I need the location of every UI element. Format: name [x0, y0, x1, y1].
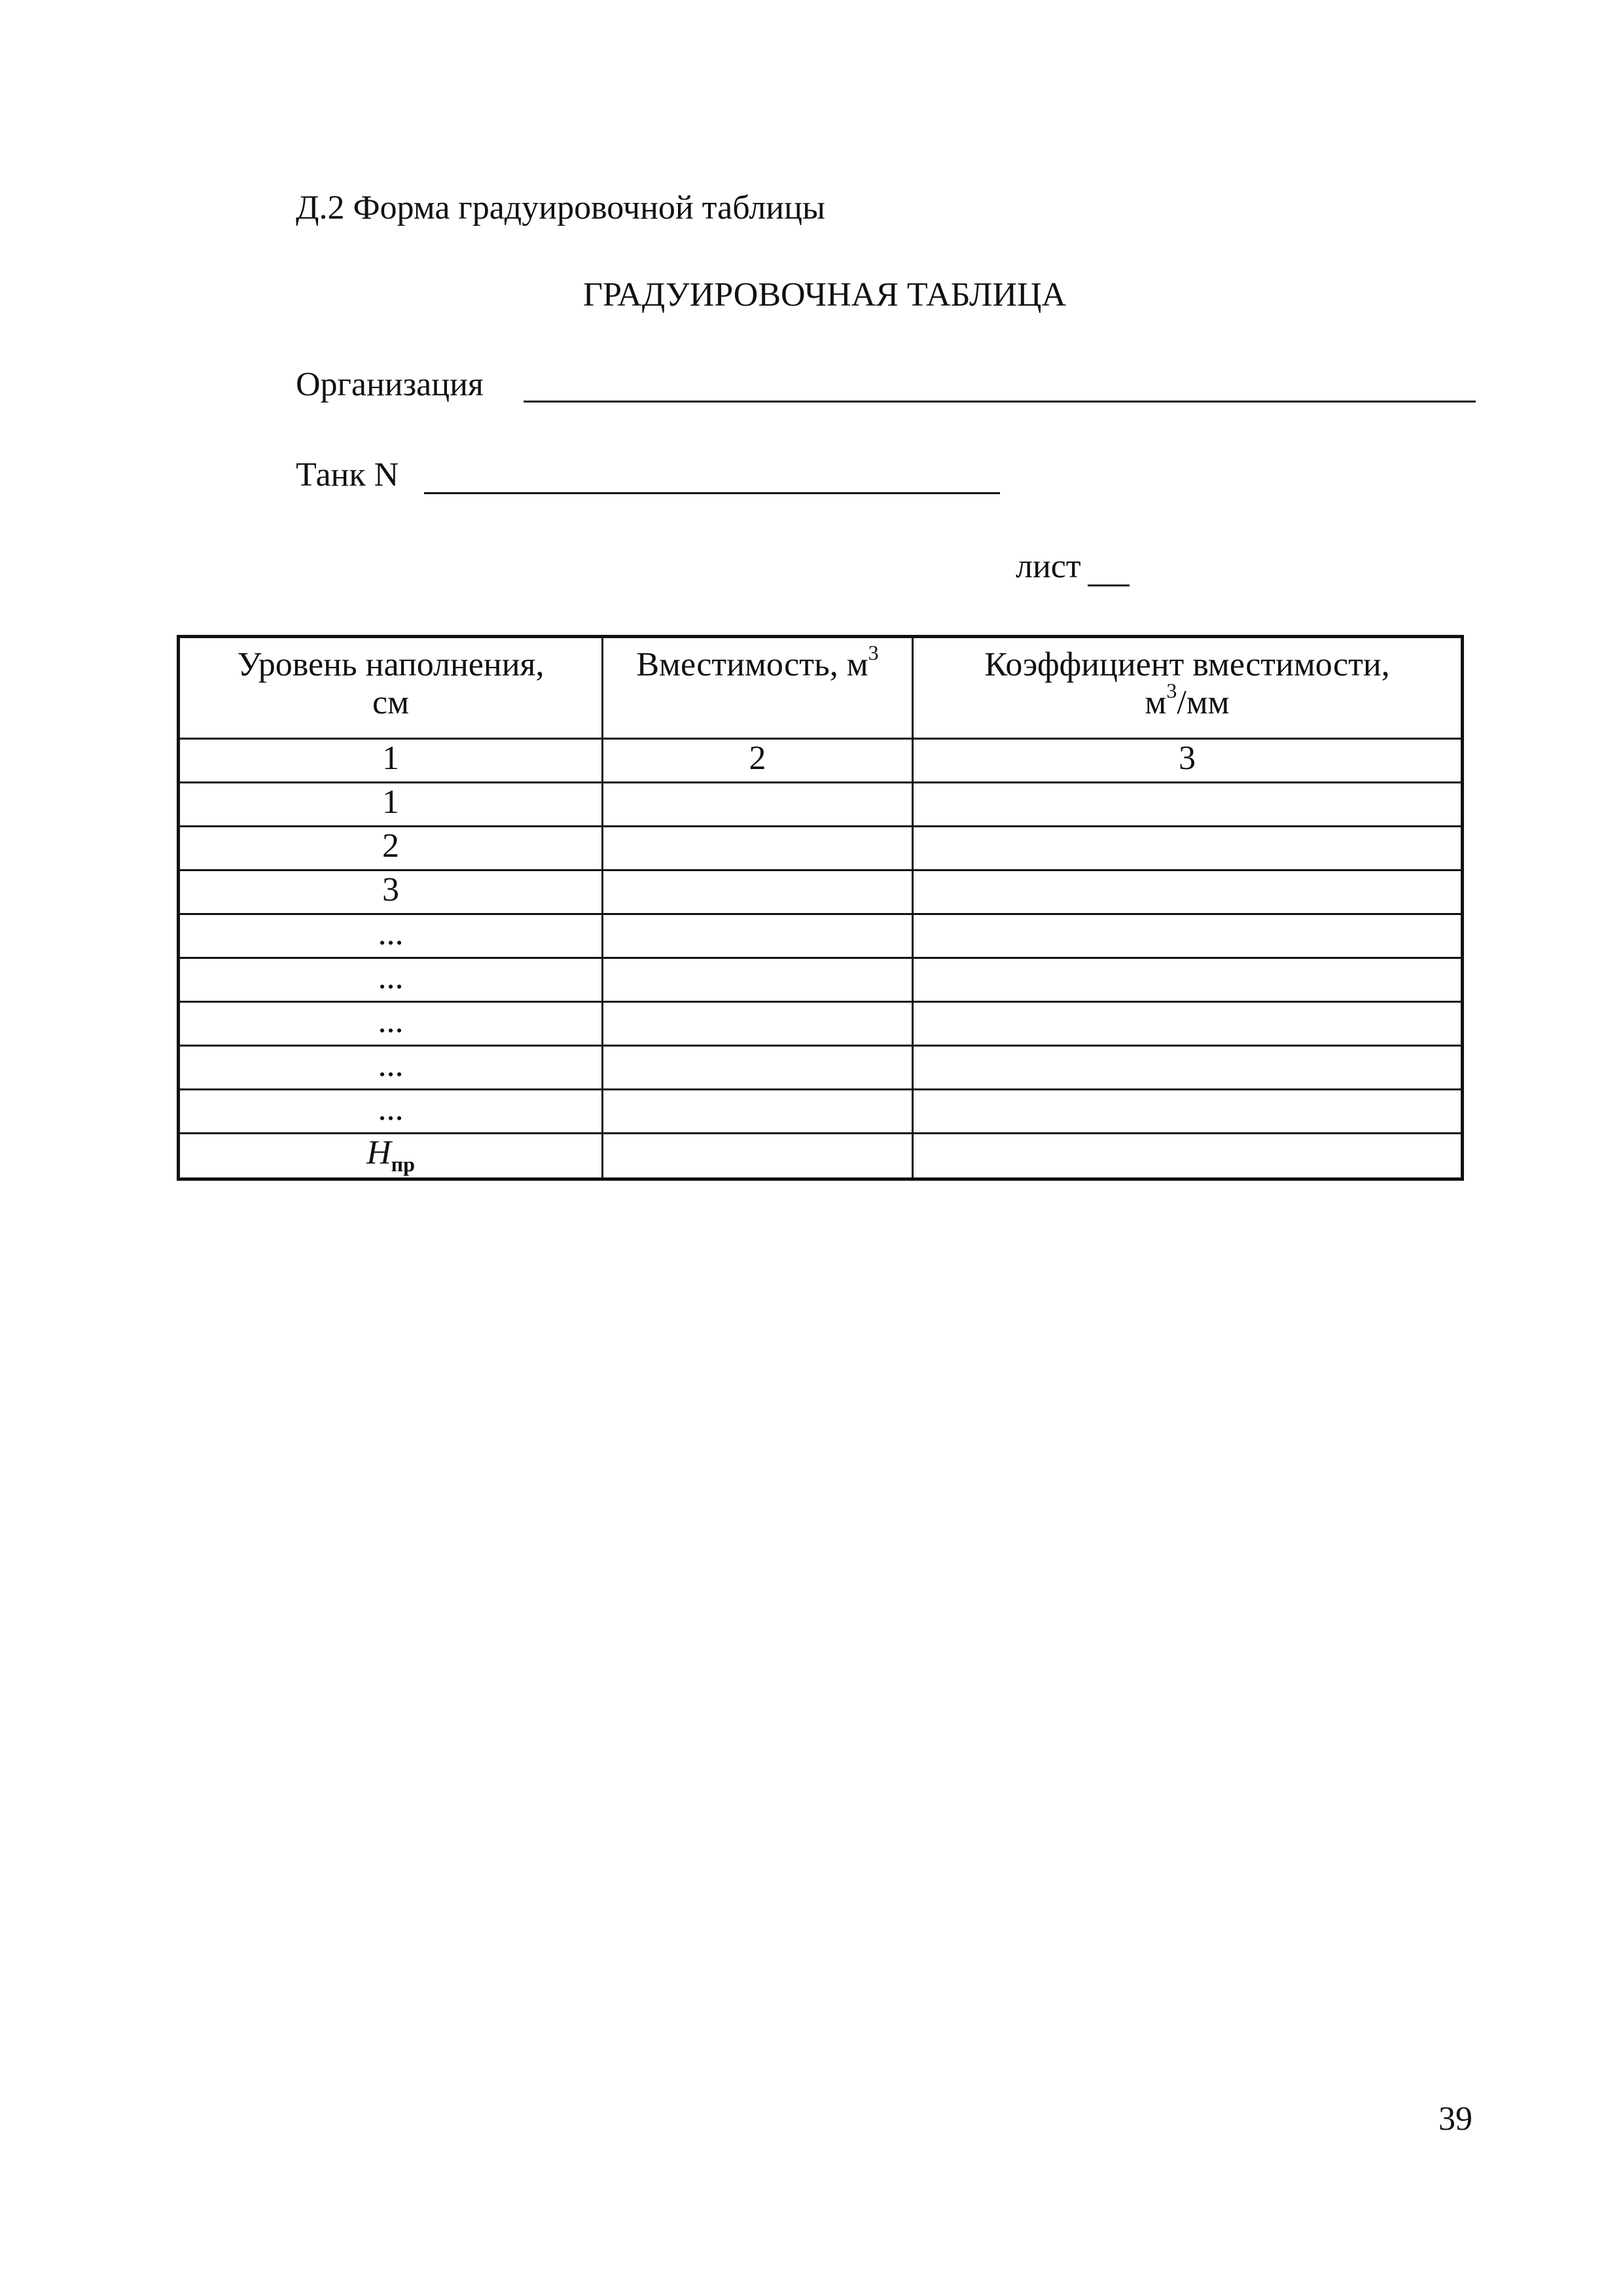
table-cell-level: 3 [179, 870, 603, 914]
table-cell-coefficient [913, 870, 1463, 914]
table-cell-max-level [179, 1134, 603, 1179]
table-cell-capacity [603, 827, 913, 870]
header-capacity-text: Вместимость, м [636, 646, 868, 683]
table-cell-capacity [603, 1090, 913, 1134]
table-cell-coefficient [913, 827, 1463, 870]
table-cell-coefficient [913, 1046, 1463, 1090]
section-title: Д.2 Форма градуировочной таблицы [296, 189, 825, 226]
column-number: 1 [179, 739, 603, 783]
table-cell-level: ... [179, 1002, 603, 1046]
header-fill-level [179, 637, 603, 739]
table-row [179, 870, 1463, 914]
table-cell-coefficient [913, 958, 1463, 1002]
header-coefficient-line1: Коэффициент вместимости, [984, 646, 1390, 683]
sheet-fill-line [1088, 584, 1130, 586]
table-row [179, 1002, 1463, 1046]
table-row [179, 914, 1463, 958]
table-header-row [179, 637, 1463, 739]
table-cell-level: ... [179, 914, 603, 958]
header-coefficient-unit-post: /мм [1177, 684, 1230, 722]
calibration-table [177, 635, 1464, 1181]
tank-fill-line [424, 492, 1000, 494]
header-capacity [603, 637, 913, 739]
table-cell-level: ... [179, 1046, 603, 1090]
max-level-subscript: пр [391, 1152, 415, 1176]
table-cell-capacity [603, 1046, 913, 1090]
table-cell-coefficient [913, 1134, 1463, 1179]
table-cell-capacity [603, 870, 913, 914]
table-cell-level: ... [179, 958, 603, 1002]
document-title: ГРАДУИРОВОЧНАЯ ТАБЛИЦА [582, 276, 1067, 314]
table-row [179, 1090, 1463, 1134]
table-cell-capacity [603, 1002, 913, 1046]
header-fill-level-line1: Уровень наполнения, [237, 646, 544, 683]
table-cell-level: ... [179, 1090, 603, 1134]
table-cell-level: 1 [179, 783, 603, 827]
table-cell-level: 2 [179, 827, 603, 870]
organization-label: Организация [296, 366, 484, 403]
sheet-label: лист [1016, 548, 1081, 585]
organization-fill-line [524, 401, 1476, 403]
table-cell-capacity [603, 783, 913, 827]
header-capacity-sup: 3 [868, 641, 879, 664]
table-cell-capacity [603, 958, 913, 1002]
table-row [179, 827, 1463, 870]
header-coefficient-line2 [914, 679, 1461, 722]
table-row-max-level [179, 1134, 1463, 1179]
table-row [179, 1046, 1463, 1090]
table-cell-capacity [603, 914, 913, 958]
table-row [179, 958, 1463, 1002]
column-number: 3 [913, 739, 1463, 783]
header-coefficient-unit-pre: м [1145, 684, 1167, 722]
max-level-symbol: Н [366, 1134, 391, 1172]
header-capacity-coefficient [913, 637, 1463, 739]
header-coefficient-unit-sup: 3 [1166, 679, 1177, 703]
page-number: 39 [1438, 2100, 1472, 2138]
table-cell-coefficient [913, 1002, 1463, 1046]
table-row [179, 783, 1463, 827]
column-number: 2 [603, 739, 913, 783]
column-number-row [179, 739, 1463, 783]
tank-label: Танк N [296, 456, 399, 493]
header-fill-level-line2: см [372, 684, 409, 722]
table-cell-coefficient [913, 1090, 1463, 1134]
table-cell-coefficient [913, 914, 1463, 958]
table-cell-capacity [603, 1134, 913, 1179]
table-cell-coefficient [913, 783, 1463, 827]
